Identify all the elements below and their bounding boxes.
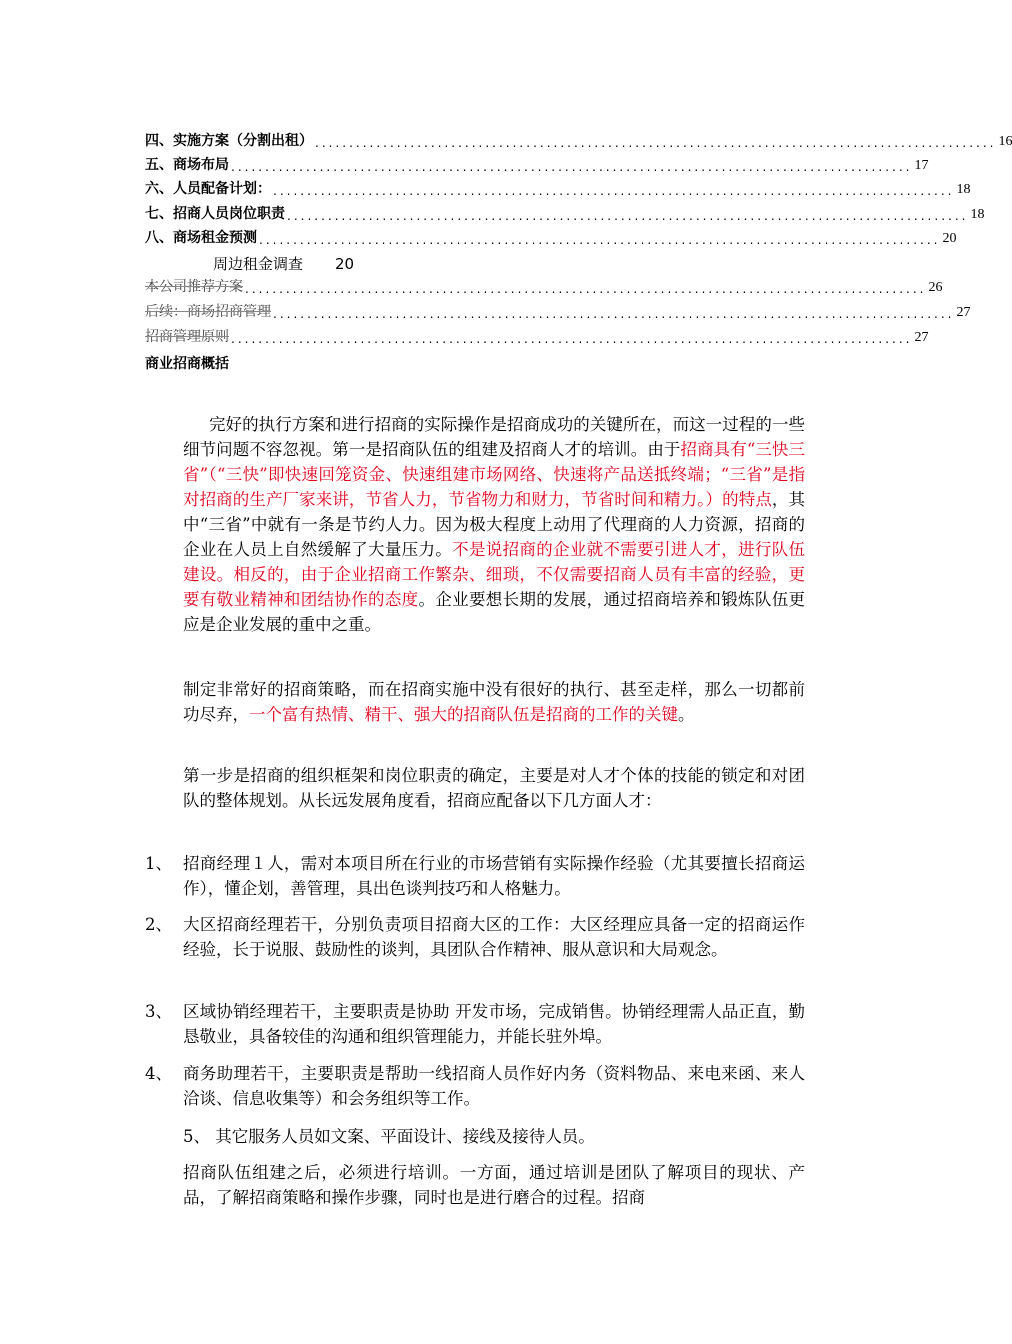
toc-entry-page: 18 — [956, 182, 971, 197]
toc-entry-title: 八、商场租金预测 — [145, 230, 257, 246]
list-text: 区域协销经理若干，主要职责是协助 开发市场，完成销售。协销经理需人品正直，勤恳敬业，具备较佳的沟通和组织管理能力，并能长驻外埠。 — [183, 1002, 805, 1046]
list-number: 4、 — [145, 1064, 172, 1083]
toc-entry-page: 18 — [970, 207, 985, 222]
toc-leader-dots: .................................................................................................... — [231, 160, 913, 174]
toc-entry[interactable] — [145, 225, 957, 247]
list-item-5: 5、 其它服务人员如文案、平面设计、接线及接待人员。 — [183, 1127, 595, 1146]
paragraph-team-building — [183, 412, 805, 637]
paragraph-text: 制定非常好的招商策略，而在招商实施中没有很好的执行、甚至走样，那么一切都前功尽弃， — [183, 680, 805, 724]
section-heading: 商业招商概括 — [145, 356, 229, 372]
toc-entry-page: 20 — [942, 231, 957, 246]
paragraph-org-framework: 第一步是招商的组织框架和岗位职责的确定，主要是对人才个体的技能的锁定和对团队的整体规划。从长远发展角度看，招商应配备以下几方面人才： — [183, 766, 805, 810]
list-number: 1、 — [145, 854, 172, 873]
toc-entry-title: 五、商场布局 — [145, 157, 229, 173]
toc-entry-page: 27 — [914, 330, 929, 345]
toc-entry[interactable] — [145, 152, 929, 174]
list-text: 大区招商经理若干，分别负责项目招商大区的工作：大区经理应具备一定的招商运作经验，长于说服、鼓励性的谈判，具团队合作精神、服从意识和大局观念。 — [183, 915, 805, 959]
toc-leader-dots: .................................................................................................... — [231, 332, 913, 346]
toc-entry[interactable] — [145, 176, 971, 198]
toc-subentry-title: 周边租金调查 — [213, 255, 304, 273]
toc-subentry-page: 20 — [335, 255, 355, 273]
paragraph-text: ，其中“三省”中就有一条是节约人力。因为极大程度上动用了代理商的人力资源，招商的企业在人员上自然缓解了大量压力。 — [183, 490, 806, 559]
list-number: 3、 — [145, 1002, 172, 1021]
toc-entry-struck[interactable] — [145, 274, 943, 296]
toc-entry-title: 后续：商场招商管理 — [145, 304, 271, 320]
toc-entry-page: 17 — [914, 158, 929, 173]
toc-entry-title: 六、人员配备计划： — [145, 181, 271, 197]
toc-leader-dots: .................................................................................................... — [273, 184, 955, 198]
toc-leader-dots: .................................................................................................... — [287, 209, 969, 223]
toc-entry-page: 26 — [928, 280, 943, 295]
toc-subentry[interactable] — [213, 253, 386, 274]
toc-entry-page: 16 — [998, 134, 1012, 149]
toc-entry-title: 本公司推荐方案 — [145, 279, 243, 295]
list-text: 招商经理１人，需对本项目所在行业的市场营销有实际操作经验（尤其要擅长招商运作），懂企划，善管理，具出色谈判技巧和人格魅力。 — [183, 854, 805, 898]
toc-entry-title: 招商管理原则 — [145, 329, 229, 345]
list-number: 2、 — [145, 915, 172, 934]
highlighted-text: 不是说招商的企业就不需要引进人才，进行队伍建设。相反的，由于企业招商工作繁杂、细琐，不仅需要招商人员有丰富的经验，更要有敬业精神和团结协作的态度 — [183, 540, 806, 609]
toc-entry-struck[interactable] — [145, 299, 971, 321]
toc-entry-title: 四、实施方案（分割出租） — [145, 133, 313, 149]
paragraph-strategy — [183, 677, 805, 727]
paragraph-text: 。企业要想长期的发展，通过招商培养和锻炼队伍更应是企业发展的重中之重。 — [183, 590, 806, 634]
toc-leader-dots: .................................................................................................... — [259, 233, 941, 247]
toc-leader-dots: .................................................................................................... — [273, 307, 955, 321]
toc-entry-struck[interactable] — [145, 324, 929, 346]
paragraph-text: 完好的执行方案和进行招商的实际操作是招商成功的关键所在，而这一过程的一些细节问题不容忽视。第一是招商队伍的组建及招商人才的培训。由于 — [183, 415, 805, 459]
highlighted-text: 招商具有“三快三省”（“三快”即快速回笼资金、快速组建市场网络、快速将产品送抵终端；“三省”是指对招商的生产厂家来讲，节省人力，节省物力和财力，节省时间和精力。）的特点 — [183, 440, 805, 509]
list-text: 商务助理若干，主要职责是帮助一线招商人员作好内务（资料物品、来电来函、来人洽谈、信息收集等）和会务组织等工作。 — [183, 1064, 805, 1108]
toc-leader-dots: .................................................................................................... — [315, 136, 997, 150]
toc-entry-page: 27 — [956, 305, 971, 320]
toc-entry-title: 七、招商人员岗位职责 — [145, 206, 285, 222]
toc-leader-dots: .................................................................................................... — [245, 282, 927, 296]
toc-entry[interactable] — [145, 201, 985, 223]
highlighted-text: 一个富有热情、精干、强大的招商队伍是招商的工作的关键 — [249, 705, 678, 724]
paragraph-text: 。 — [678, 705, 695, 724]
toc-entry[interactable] — [145, 128, 1012, 150]
paragraph-training: 招商队伍组建之后，必须进行培训。一方面，通过培训是团队了解项目的现状、产品，了解招商策略和操作步骤，同时也是进行磨合的过程。招商 — [183, 1163, 805, 1207]
